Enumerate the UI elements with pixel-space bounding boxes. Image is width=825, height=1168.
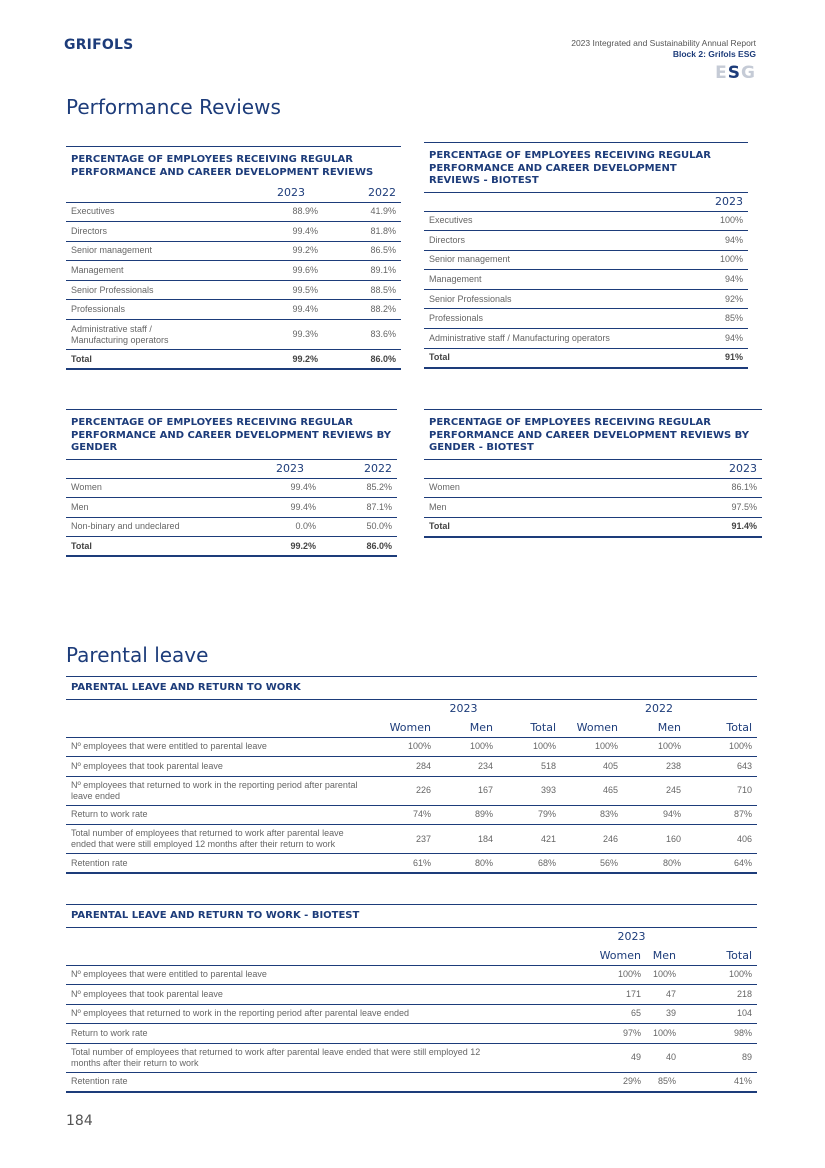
table-row [66, 1024, 757, 1044]
column-header: Total [686, 718, 757, 737]
column-header: Women [366, 718, 436, 737]
table-title: PERCENTAGE OF EMPLOYEES RECEIVING REGULAR PERFORMANCE AND CAREER DEVELOPMENT REVIEWS [66, 146, 401, 183]
table-row [66, 320, 401, 350]
cell: 99.4% [246, 222, 323, 242]
report-title: 2023 Integrated and Sustainability Annual Report [571, 38, 756, 48]
cell: 97.5% [682, 498, 762, 518]
cell: 39 [646, 1004, 676, 1024]
cell: 226 [366, 776, 436, 805]
total-row [424, 517, 762, 537]
row-label: Administrative staff / Manufacturing operators [424, 329, 668, 349]
esg-mark [571, 62, 756, 84]
cell: 393 [498, 776, 561, 805]
report-header [571, 38, 756, 84]
cell: 81.8% [323, 222, 401, 242]
table-row [424, 211, 748, 231]
row-label: Nº employees that returned to work in the reporting period after parental leave ended [66, 776, 366, 805]
cell: 86.0% [323, 350, 401, 370]
year-header: 2023 [506, 927, 757, 946]
cell: 237 [366, 825, 436, 854]
cell: 99.4% [246, 478, 321, 498]
cell: 85% [646, 1072, 676, 1092]
cell: 421 [498, 825, 561, 854]
cell: 89% [436, 805, 498, 825]
cell: 100% [686, 737, 757, 757]
row-label: Total [424, 348, 668, 368]
table-row [66, 1043, 757, 1072]
perf-gender-table [66, 409, 397, 557]
cell: 100% [623, 737, 686, 757]
cell: 56% [561, 854, 623, 874]
cell: 87.1% [321, 498, 397, 518]
cell: 94% [668, 270, 748, 290]
cell: 99.2% [246, 537, 321, 557]
row-label: Women [66, 478, 246, 498]
row-label: Total number of employees that returned to work after parental leave ended that were still employed 12 months after their return to work [66, 1043, 506, 1072]
cell: 238 [623, 757, 686, 777]
empty-header [66, 459, 246, 478]
parental-leave-heading: Parental leave [66, 643, 209, 667]
cell: 97% [506, 1024, 646, 1044]
cell: 100% [668, 211, 748, 231]
cell: 86.5% [323, 241, 401, 261]
row-label: Executives [66, 202, 246, 222]
column-header: Men [646, 946, 676, 965]
table-row [424, 478, 762, 498]
empty-header [424, 192, 668, 211]
cell: 99.6% [246, 261, 323, 281]
cell: 85% [668, 309, 748, 329]
cell: 86.0% [321, 537, 397, 557]
row-label: Retention rate [66, 1072, 506, 1092]
page-number: 184 [66, 1113, 93, 1129]
cell: 234 [436, 757, 498, 777]
total-row [66, 350, 401, 370]
cell: 246 [561, 825, 623, 854]
row-label: Women [424, 478, 682, 498]
cell: 41.9% [323, 202, 401, 222]
year-header: 2022 [323, 183, 401, 202]
cell: 79% [498, 805, 561, 825]
cell: 245 [623, 776, 686, 805]
cell: 100% [366, 737, 436, 757]
row-label: Executives [424, 211, 668, 231]
cell: 94% [668, 329, 748, 349]
table-row [66, 965, 757, 985]
cell: 104 [676, 1004, 757, 1024]
column-header: Total [498, 718, 561, 737]
cell: 91.4% [682, 517, 762, 537]
row-label: Nº employees that returned to work in the reporting period after parental leave ended [66, 1004, 506, 1024]
cell: 710 [686, 776, 757, 805]
year-header: 2023 [246, 459, 321, 478]
row-label: Professionals [66, 300, 246, 320]
cell: 99.2% [246, 241, 323, 261]
year-header: 2023 [366, 699, 561, 718]
cell: 74% [366, 805, 436, 825]
table-row [66, 241, 401, 261]
grifols-logo: GRIFOLS [64, 37, 134, 53]
table-row [66, 805, 757, 825]
total-row [424, 348, 748, 368]
row-label: Professionals [424, 309, 668, 329]
row-label: Return to work rate [66, 1024, 506, 1044]
cell: 92% [668, 289, 748, 309]
cell: 518 [498, 757, 561, 777]
cell: 65 [506, 1004, 646, 1024]
year-header: 2022 [561, 699, 757, 718]
empty-header [424, 459, 682, 478]
row-label: Management [66, 261, 246, 281]
table-row [66, 222, 401, 242]
table-row [424, 289, 748, 309]
cell: 100% [646, 1024, 676, 1044]
year-header: 2023 [682, 459, 762, 478]
cell: 89.1% [323, 261, 401, 281]
empty-header [66, 183, 246, 202]
table-row [66, 854, 757, 874]
perf-biotest-table [424, 142, 748, 369]
table-title: PERCENTAGE OF EMPLOYEES RECEIVING REGULAR PERFORMANCE AND CAREER DEVELOPMENT REVIEWS - BIOTEST [424, 142, 748, 192]
cell: 80% [436, 854, 498, 874]
cell: 99.4% [246, 300, 323, 320]
table-row [66, 985, 757, 1005]
table-title: PERCENTAGE OF EMPLOYEES RECEIVING REGULAR PERFORMANCE AND CAREER DEVELOPMENT REVIEWS BY GENDER - BIOTEST [424, 409, 762, 459]
column-header: Total [676, 946, 757, 965]
cell: 100% [668, 250, 748, 270]
esg-g: G [741, 63, 756, 83]
row-label: Nº employees that were entitled to parental leave [66, 965, 506, 985]
cell: 99.4% [246, 498, 321, 518]
row-label: Directors [424, 231, 668, 251]
cell: 465 [561, 776, 623, 805]
table-row [66, 517, 397, 537]
table-row [66, 825, 757, 854]
table-row [66, 280, 401, 300]
empty-header [66, 718, 366, 737]
cell: 41% [676, 1072, 757, 1092]
cell: 61% [366, 854, 436, 874]
cell: 643 [686, 757, 757, 777]
row-label: Nº employees that took parental leave [66, 985, 506, 1005]
cell: 50.0% [321, 517, 397, 537]
table-row [66, 202, 401, 222]
cell: 160 [623, 825, 686, 854]
cell: 98% [676, 1024, 757, 1044]
empty-header [66, 927, 506, 946]
cell: 100% [561, 737, 623, 757]
table-row [66, 498, 397, 518]
cell: 99.3% [246, 320, 323, 350]
row-label: Men [424, 498, 682, 518]
row-label: Return to work rate [66, 805, 366, 825]
table-row [424, 270, 748, 290]
table-title: PARENTAL LEAVE AND RETURN TO WORK [66, 676, 757, 699]
cell: 88.5% [323, 280, 401, 300]
table-row [424, 250, 748, 270]
empty-header [66, 699, 366, 718]
year-header: 2023 [246, 183, 323, 202]
row-label: Total [424, 517, 682, 537]
row-label: Total [66, 350, 246, 370]
cell: 29% [506, 1072, 646, 1092]
cell: 88.2% [323, 300, 401, 320]
perf-reviews-table [66, 146, 401, 370]
table-row [66, 261, 401, 281]
cell: 94% [668, 231, 748, 251]
perf-gender-biotest-table [424, 409, 762, 538]
table-row [66, 1072, 757, 1092]
row-label: Total number of employees that returned to work after parental leave ended that were still employed 12 months after their return to work [66, 825, 366, 854]
cell: 85.2% [321, 478, 397, 498]
cell: 80% [623, 854, 686, 874]
table-title: PERCENTAGE OF EMPLOYEES RECEIVING REGULAR PERFORMANCE AND CAREER DEVELOPMENT REVIEWS BY GENDER [66, 409, 397, 459]
cell: 405 [561, 757, 623, 777]
parental-leave-table [66, 676, 757, 874]
report-block: Block 2: Grifols ESG [672, 49, 756, 59]
row-label: Retention rate [66, 854, 366, 874]
cell: 91% [668, 348, 748, 368]
table-row [424, 231, 748, 251]
row-label: Senior Professionals [424, 289, 668, 309]
cell: 88.9% [246, 202, 323, 222]
cell: 83.6% [323, 320, 401, 350]
performance-reviews-heading: Performance Reviews [66, 95, 281, 119]
cell: 171 [506, 985, 646, 1005]
table-row [66, 757, 757, 777]
row-label: Men [66, 498, 246, 518]
column-header: Men [436, 718, 498, 737]
cell: 49 [506, 1043, 646, 1072]
row-label: Administrative staff / Manufacturing operators [66, 320, 246, 350]
cell: 99.2% [246, 350, 323, 370]
row-label: Nº employees that took parental leave [66, 757, 366, 777]
row-label: Senior Professionals [66, 280, 246, 300]
esg-s: S [727, 63, 742, 83]
table-row [66, 300, 401, 320]
total-row [66, 537, 397, 557]
row-label: Nº employees that were entitled to parental leave [66, 737, 366, 757]
year-header: 2023 [668, 192, 748, 211]
column-header: Women [506, 946, 646, 965]
row-label: Management [424, 270, 668, 290]
cell: 40 [646, 1043, 676, 1072]
cell: 100% [506, 965, 646, 985]
table-row [66, 1004, 757, 1024]
column-header: Men [623, 718, 686, 737]
year-header: 2022 [321, 459, 397, 478]
cell: 86.1% [682, 478, 762, 498]
empty-header [66, 946, 506, 965]
table-title: PARENTAL LEAVE AND RETURN TO WORK - BIOTEST [66, 904, 757, 927]
cell: 218 [676, 985, 757, 1005]
table-row [66, 478, 397, 498]
row-label: Senior management [66, 241, 246, 261]
cell: 0.0% [246, 517, 321, 537]
table-row [66, 776, 757, 805]
table-row [424, 329, 748, 349]
cell: 100% [436, 737, 498, 757]
cell: 47 [646, 985, 676, 1005]
table-row [424, 498, 762, 518]
parental-leave-biotest-table [66, 904, 757, 1093]
cell: 89 [676, 1043, 757, 1072]
table-row [424, 309, 748, 329]
table-row [66, 737, 757, 757]
column-header: Women [561, 718, 623, 737]
cell: 100% [676, 965, 757, 985]
cell: 406 [686, 825, 757, 854]
cell: 184 [436, 825, 498, 854]
row-label: Total [66, 537, 246, 557]
cell: 94% [623, 805, 686, 825]
cell: 284 [366, 757, 436, 777]
row-label: Senior management [424, 250, 668, 270]
cell: 100% [646, 965, 676, 985]
cell: 99.5% [246, 280, 323, 300]
cell: 64% [686, 854, 757, 874]
esg-e: E [715, 63, 728, 83]
cell: 83% [561, 805, 623, 825]
row-label: Non-binary and undeclared [66, 517, 246, 537]
cell: 100% [498, 737, 561, 757]
cell: 68% [498, 854, 561, 874]
row-label: Directors [66, 222, 246, 242]
cell: 167 [436, 776, 498, 805]
cell: 87% [686, 805, 757, 825]
